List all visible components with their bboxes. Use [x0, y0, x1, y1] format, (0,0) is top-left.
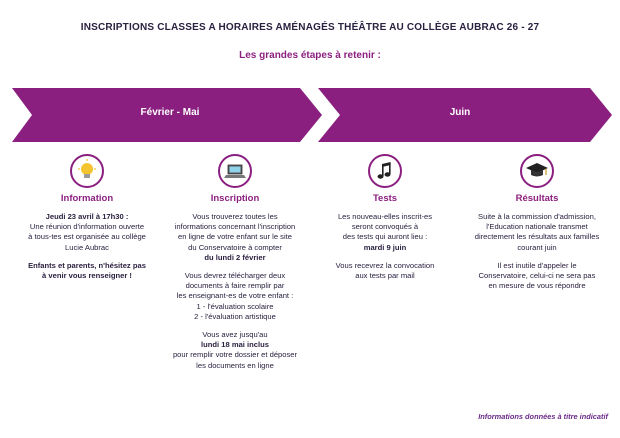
step-text: du Conservatoire à compter [188, 242, 282, 252]
banner-label-juin: Juin [449, 107, 471, 118]
step-text: courant juin [517, 242, 557, 252]
banner-label-fevrier-mai: Février - Mai [140, 107, 200, 118]
step-text: l'Education nationale transmet [486, 222, 588, 232]
step-callout: à venir vous renseigner ! [42, 271, 132, 281]
step-text: documents à faire remplir par [185, 281, 285, 291]
step-tests [310, 193, 460, 289]
lightbulb-icon [70, 154, 104, 188]
step-text: seront convoqués à [351, 222, 419, 232]
step-text: Conservatoire, celui-ci ne sera pas [478, 271, 596, 281]
step-information [12, 193, 162, 289]
graduation-cap-icon [520, 154, 554, 188]
step-text: pour remplir votre dossier et déposer [172, 350, 298, 360]
step-text: Vous avez jusqu'au [202, 330, 268, 340]
step-heading: Inscription [210, 193, 260, 204]
step-text: directement les résultats aux familles [474, 232, 600, 242]
step-text: Une réunion d'information ouverte [29, 222, 145, 232]
step-text: informations concernant l'inscription [174, 222, 296, 232]
step-text: les enseignant-es de votre enfant : [176, 291, 294, 301]
footnote: Informations données à titre indicatif [478, 412, 608, 421]
step-text: Vous trouverez toutes les [192, 212, 278, 221]
step-text: Lucie Aubrac [65, 242, 109, 252]
step-date: Jeudi 23 avril à 17h30 : [45, 212, 129, 221]
music-note-icon [368, 154, 402, 188]
page-title: INSCRIPTIONS CLASSES A HORAIRES AMÉNAGÉS THÉÂTRE AU COLLÈGE AUBRAC 26 - 27 [80, 22, 540, 33]
step-text: Suite à la commission d'admission, [478, 212, 596, 221]
step-text: en mesure de vous répondre [488, 281, 586, 291]
step-text: Il est inutile d'appeler le [497, 260, 577, 270]
page-subtitle: Les grandes étapes à retenir : [239, 50, 381, 61]
step-text: 2 - l'évaluation artistique [194, 311, 276, 321]
step-date: mardi 9 juin [363, 242, 407, 252]
step-heading: Tests [372, 193, 398, 204]
step-text: Vous devrez télécharger deux [184, 271, 286, 281]
step-heading: Information [60, 193, 114, 204]
step-text: à tous-tes est organisée au collège [28, 232, 146, 242]
step-text: en ligne de votre enfant sur le site [178, 232, 292, 242]
step-text: Vous recevrez la convocation [335, 260, 435, 270]
step-text: Les nouveau-elles inscrit-es [337, 212, 433, 221]
step-text: des tests qui auront lieu : [342, 232, 428, 242]
step-text: les documents en ligne [196, 360, 274, 370]
step-resultats [462, 193, 612, 299]
step-inscription [160, 193, 310, 379]
step-date: lundi 18 mai inclus [201, 340, 269, 350]
step-text: 1 - l'évaluation scolaire [196, 301, 274, 311]
step-callout: Enfants et parents, n'hésitez pas [28, 260, 146, 270]
step-heading: Résultats [515, 193, 559, 204]
laptop-icon [218, 154, 252, 188]
step-text: aux tests par mail [355, 271, 415, 281]
step-date: du lundi 2 février [204, 252, 266, 262]
